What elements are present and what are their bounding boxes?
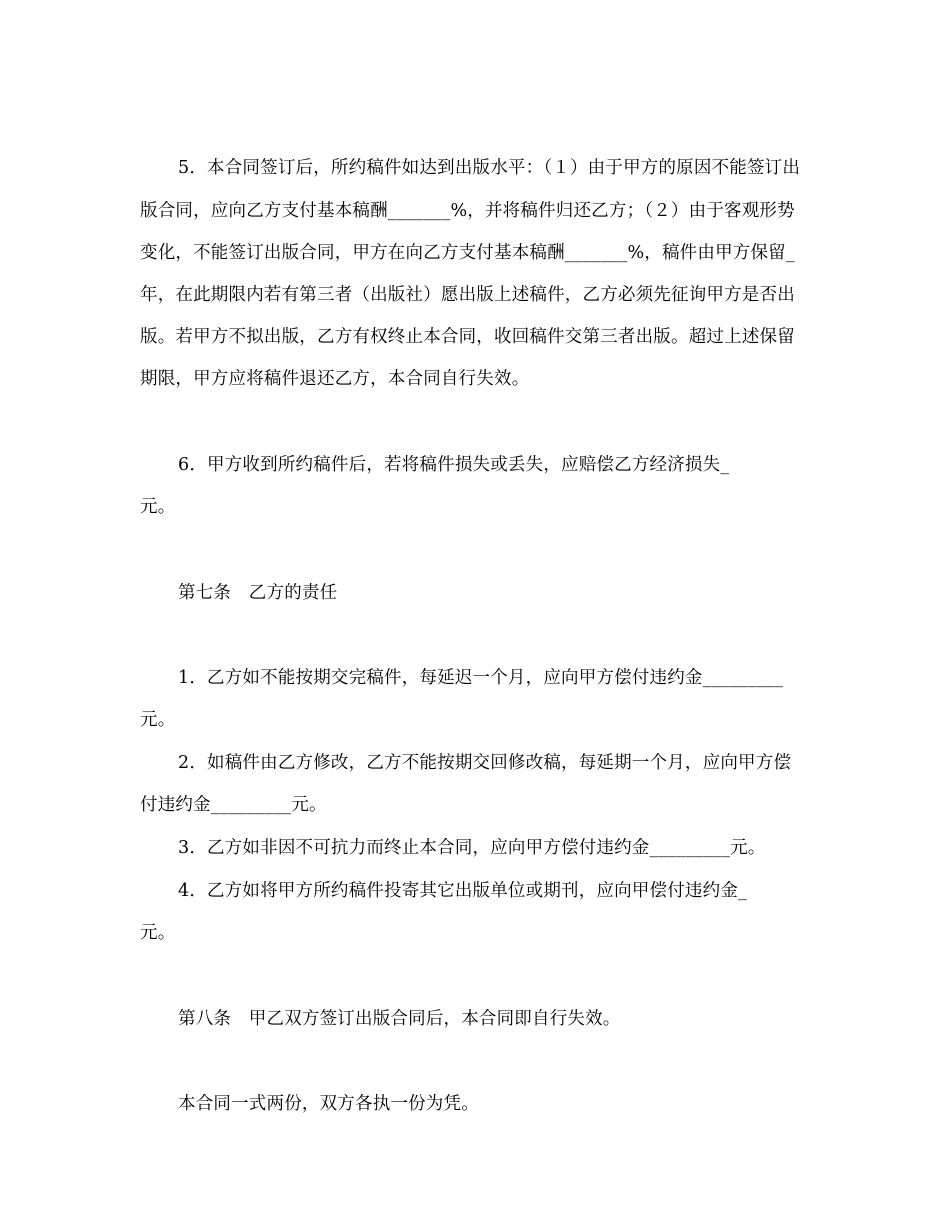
clause-5-line-1: 5．本合同签订后，所约稿件如达到出版水平：（１）由于甲方的原因不能签订出 — [178, 158, 801, 178]
article-7-item-4-line-1: 4．乙方如将甲方所约稿件投寄其它出版单位或期刊，应向甲偿付违约金_ — [178, 881, 747, 901]
article-7-heading: 第七条 乙方的责任 — [178, 583, 338, 603]
clause-5-line-5: 版。若甲方不拟出版，乙方有权终止本合同，收回稿件交第三者出版。超过上述保留 — [140, 327, 795, 347]
closing-statement: 本合同一式两份，双方各执一份为凭。 — [178, 1094, 479, 1114]
clause-5-line-3: 变化，不能签订出版合同，甲方在向乙方支付基本稿酬_______%，稿件由甲方保留_ — [140, 243, 795, 263]
article-7-item-3: 3．乙方如非因不可抗力而终止本合同，应向甲方偿付违约金_________元。 — [178, 838, 766, 858]
clause-6-line-2: 元。 — [140, 497, 176, 517]
clause-5-line-4: 年，在此期限内若有第三者（出版社）愿出版上述稿件，乙方必须先征询甲方是否出 — [140, 285, 795, 305]
article-8: 第八条 甲乙双方签订出版合同后，本合同即自行失效。 — [178, 1009, 621, 1029]
clause-5-line-2: 版合同，应向乙方支付基本稿酬_______%，并将稿件归还乙方；（２）由于客观形势 — [140, 201, 795, 221]
article-7-item-4-line-2: 元。 — [140, 923, 176, 943]
clause-5-line-6: 期限，甲方应将稿件退还乙方，本合同自行失效。 — [140, 369, 530, 389]
article-7-item-2-line-1: 2．如稿件由乙方修改，乙方不能按期交回修改稿，每延期一个月，应向甲方偿 — [178, 753, 792, 773]
article-7-item-2-line-2: 付违约金_________元。 — [140, 795, 327, 815]
clause-6-line-1: 6．甲方收到所约稿件后，若将稿件损失或丢失，应赔偿乙方经济损失_ — [178, 455, 730, 475]
article-7-item-1-line-1: 1．乙方如不能按期交完稿件，每延迟一个月，应向甲方偿付违约金_________ — [178, 668, 784, 688]
article-7-item-1-line-2: 元。 — [140, 710, 176, 730]
